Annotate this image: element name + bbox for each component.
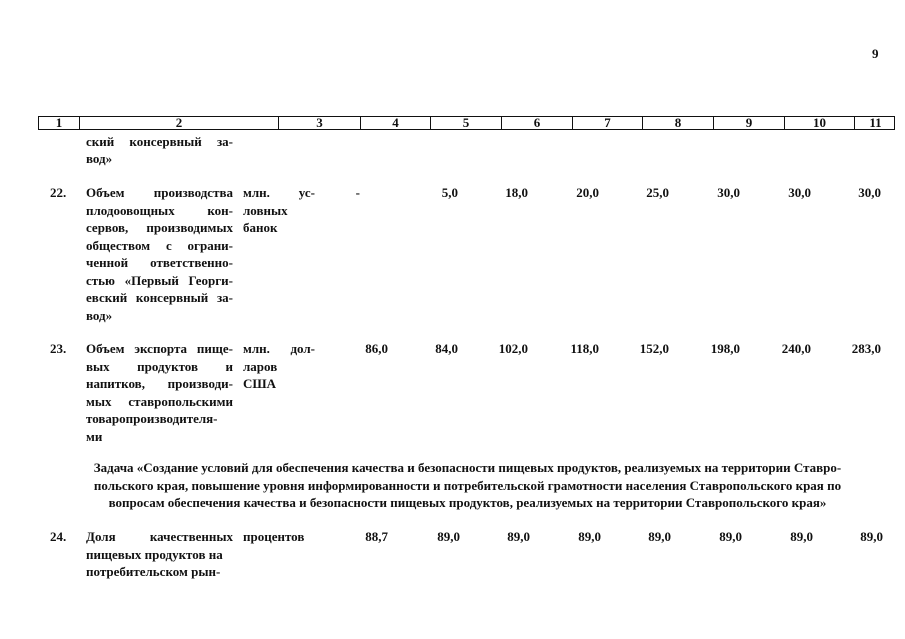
- name-line: плодоовощных кон-: [86, 202, 233, 218]
- value-cell: 89,0: [648, 529, 671, 544]
- name-line: вод»: [86, 307, 113, 323]
- header-col-11: 11: [854, 116, 896, 130]
- value-cell: 240,0: [781, 341, 811, 356]
- page-number: 9: [872, 46, 879, 61]
- header-col-10: 10: [784, 116, 854, 130]
- value-cell: 89,0: [790, 529, 813, 544]
- name-line: напитков, производи-: [86, 376, 233, 391]
- value-cell: 283,0: [851, 341, 881, 356]
- name-line: Объем производства: [86, 185, 233, 200]
- value-cell: 198,0: [710, 341, 740, 356]
- name-line: ский консервный за-: [86, 134, 233, 149]
- value-cell: 88,7: [365, 529, 388, 544]
- value-cell: 89,0: [437, 529, 460, 544]
- name-line: потребительском рын-: [86, 564, 221, 579]
- name-line: Объем экспорта пище-: [86, 341, 233, 356]
- header-col-7: 7: [572, 116, 642, 130]
- row-number: 22.: [50, 185, 67, 200]
- header-col-2: 2: [79, 116, 278, 130]
- header-col-3: 3: [278, 116, 360, 130]
- unit-line: банок: [243, 220, 278, 235]
- task-line: польского края, повышение уровня информированности и потребительской грамотности населения Ставропольского края по: [93, 477, 842, 493]
- value-cell: 30,0: [717, 185, 740, 200]
- unit-line: США: [243, 376, 277, 391]
- name-line: обществом с ограни-: [86, 237, 233, 253]
- unit-line: ловных: [243, 202, 288, 218]
- header-col-6: 6: [501, 116, 572, 130]
- value-cell: 118,0: [570, 341, 599, 356]
- value-cell: 84,0: [435, 341, 458, 356]
- value-cell: 30,0: [858, 185, 881, 200]
- unit-line: ларов: [243, 358, 278, 374]
- value-cell: 89,0: [578, 529, 601, 544]
- task-line: Задача «Создание условий для обеспечения качества и безопасности пищевых продуктов, реализуемых на территории Ставро-: [93, 460, 842, 475]
- value-cell: 18,0: [505, 185, 528, 200]
- header-col-8: 8: [642, 116, 713, 130]
- name-line: вод»: [86, 151, 113, 166]
- unit-line: процентов: [243, 529, 305, 544]
- header-col-9: 9: [713, 116, 784, 130]
- name-line: товаропроизводителя-: [86, 411, 218, 426]
- unit-line: млн. дол-: [243, 341, 315, 356]
- task-line: вопросам обеспечения качества и безопасности пищевых продуктов, реализуемых на территории Ставропольского края»: [108, 495, 827, 510]
- name-line: вых продуктов и: [86, 358, 233, 374]
- name-line: ми: [86, 428, 103, 444]
- name-line: ченной ответственно-: [86, 255, 233, 270]
- value-cell: 25,0: [646, 185, 669, 200]
- header-col-5: 5: [430, 116, 501, 130]
- name-line: мых ставропольскими: [86, 393, 233, 409]
- row-number: 23.: [50, 341, 67, 356]
- value-cell: 89,0: [719, 529, 742, 544]
- value-cell: 102,0: [498, 341, 528, 356]
- value-cell: 152,0: [639, 341, 669, 356]
- row-number: 24.: [50, 529, 67, 544]
- value-cell: 20,0: [576, 185, 599, 200]
- value-cell: 89,0: [860, 529, 883, 544]
- name-line: стью «Первый Георги-: [86, 272, 233, 288]
- value-cell: 89,0: [507, 529, 530, 544]
- value-cell: 5,0: [441, 185, 458, 200]
- name-line: пищевых продуктов на: [86, 546, 223, 562]
- value-cell: 86,0: [365, 341, 388, 356]
- header-col-4: 4: [360, 116, 430, 130]
- unit-line: млн. ус-: [243, 185, 315, 200]
- name-line: сервов, производимых: [86, 220, 233, 235]
- name-line: Доля качественных: [86, 529, 233, 544]
- task-heading: [40, 459, 895, 512]
- header-col-1: 1: [55, 115, 63, 130]
- table-header-row: [38, 116, 895, 130]
- value-cell: -: [355, 185, 360, 200]
- name-line: евский консервный за-: [86, 290, 233, 305]
- value-cell: 30,0: [788, 185, 811, 200]
